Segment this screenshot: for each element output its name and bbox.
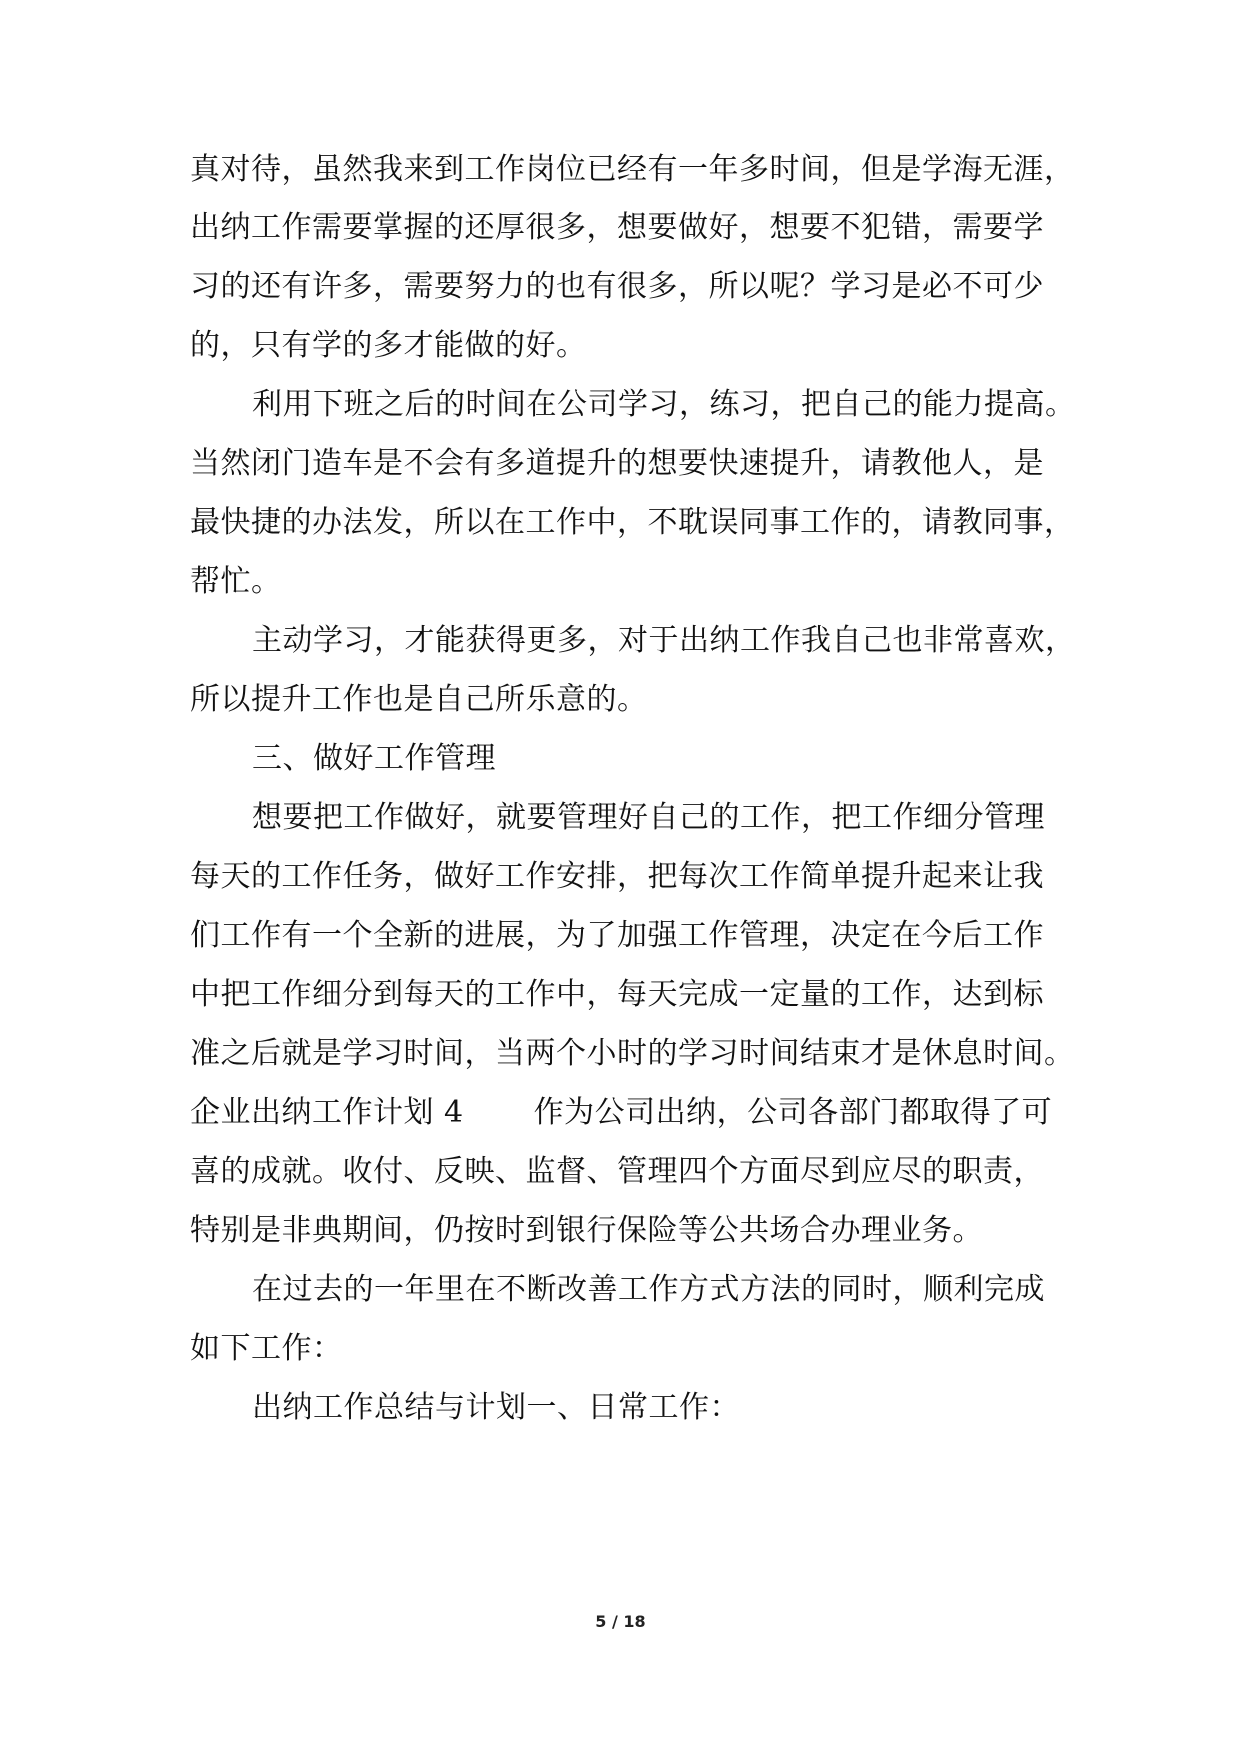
paragraph-line: 出纳工作需要掌握的还厚很多，想要做好，想要不犯错，需要学 (190, 210, 1044, 245)
paragraph-line: 主动学习，才能获得更多，对于出纳工作我自己也非常喜欢， (252, 623, 1076, 658)
page-number: 5 / 18 (595, 1612, 646, 1631)
paragraph-line: 想要把工作做好，就要管理好自己的工作，把工作细分管理 (252, 800, 1045, 835)
inline-heading: 企业出纳工作计划 4 (190, 1095, 464, 1130)
paragraph-line: 帮忙。 (190, 564, 282, 599)
paragraph-line: 所以提升工作也是自己所乐意的。 (190, 682, 648, 717)
paragraph-line: 利用下班之后的时间在公司学习，练习，把自己的能力提高。 (252, 387, 1076, 422)
paragraph-line: 真对待，虽然我来到工作岗位已经有一年多时间，但是学海无涯， (190, 152, 1075, 187)
paragraph-line (190, 1095, 1070, 1131)
paragraph-line: 习的还有许多，需要努力的也有很多，所以呢？学习是必不可少 (190, 269, 1044, 304)
paragraph-line: 喜的成就。收付、反映、监督、管理四个方面尽到应尽的职责， (190, 1154, 1044, 1189)
paragraph-line: 在过去的一年里在不断改善工作方式方法的同时，顺利完成 (252, 1272, 1045, 1307)
paragraph-line: 最快捷的办法发，所以在工作中，不耽误同事工作的，请教同事， (190, 505, 1075, 540)
paragraph-line: 出纳工作总结与计划一、日常工作： (252, 1390, 740, 1425)
paragraph-line: 当然闭门造车是不会有多道提升的想要快速提升，请教他人，是 (190, 446, 1044, 481)
paragraph-line: 中把工作细分到每天的工作中，每天完成一定量的工作，达到标 (190, 977, 1044, 1012)
paragraph-line: 如下工作： (190, 1331, 343, 1366)
paragraph-line: 的，只有学的多才能做的好。 (190, 328, 587, 363)
paragraph-text: 作为公司出纳，公司各部门都取得了可 (533, 1095, 1053, 1130)
paragraph-line: 每天的工作任务，做好工作安排，把每次工作简单提升起来让我 (190, 859, 1044, 894)
paragraph-line: 特别是非典期间，仍按时到银行保险等公共场合办理业务。 (190, 1213, 983, 1248)
paragraph-line: 准之后就是学习时间，当两个小时的学习时间结束才是休息时间。 (190, 1036, 1075, 1071)
section-heading: 三、做好工作管理 (252, 741, 496, 776)
paragraph-line: 们工作有一个全新的进展，为了加强工作管理，决定在今后工作 (190, 918, 1044, 953)
